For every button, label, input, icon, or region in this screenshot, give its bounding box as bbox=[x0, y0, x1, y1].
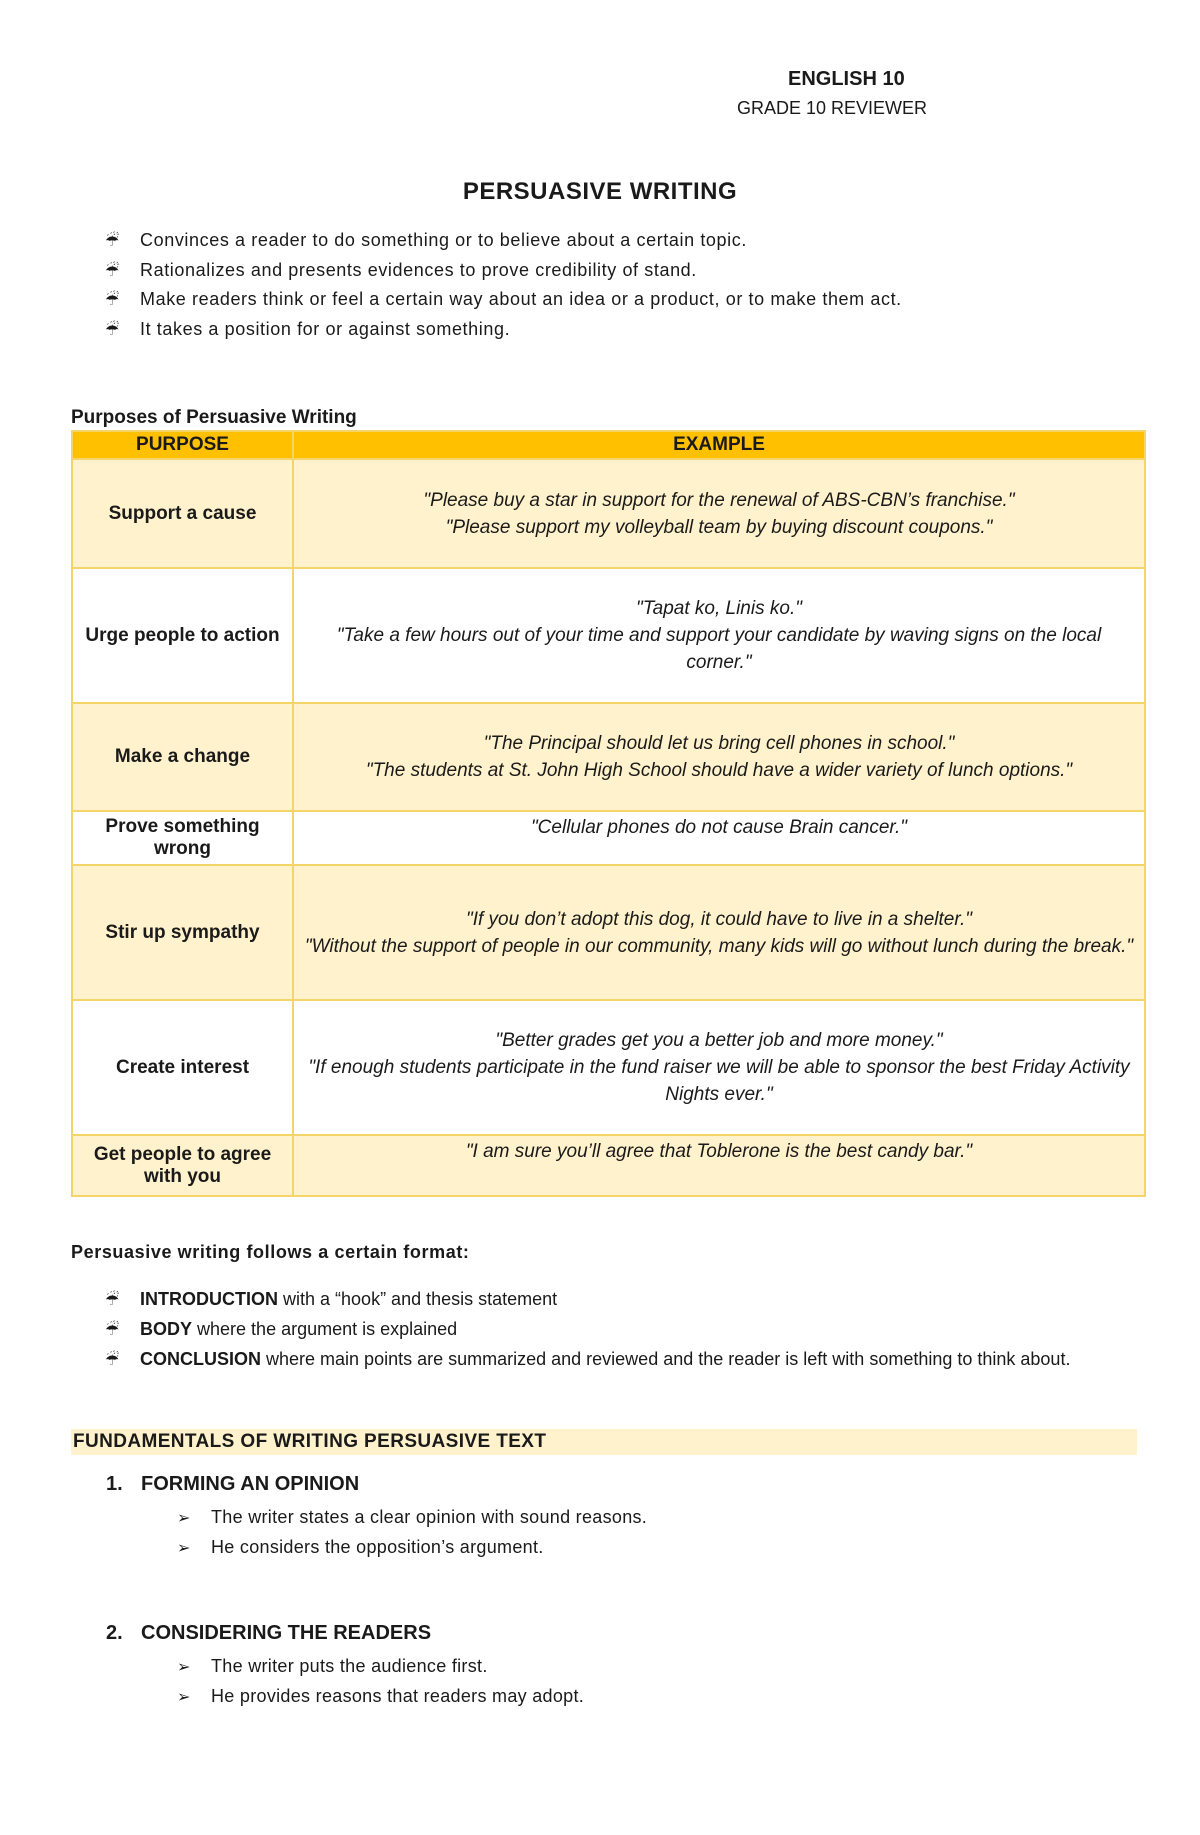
cloud-rain-icon: ☔ bbox=[105, 1322, 120, 1339]
purpose-cell: Support a cause bbox=[72, 459, 293, 568]
table-row bbox=[72, 568, 1145, 703]
format-desc: with a “hook” and thesis statement bbox=[283, 1289, 558, 1309]
table-header-row bbox=[72, 431, 1145, 459]
section-heading: 1. FORMING AN OPINION bbox=[106, 1473, 360, 1495]
purpose-cell: Stir up sympathy bbox=[72, 865, 293, 1000]
cloud-rain-icon: ☔ bbox=[105, 292, 120, 309]
table-row bbox=[72, 1135, 1145, 1196]
subject-header: ENGLISH 10 bbox=[788, 68, 905, 90]
example-text: "The Principal should let us bring cell phones in school." bbox=[483, 733, 955, 754]
format-term: BODY bbox=[140, 1319, 193, 1339]
table-row bbox=[72, 811, 1145, 865]
example-text: "Better grades get you a better job and more money." bbox=[495, 1030, 943, 1051]
cloud-rain-icon: ☔ bbox=[105, 262, 120, 280]
arrow-right-icon: ➢ bbox=[177, 1540, 191, 1557]
example-text: "The students at St. John High School should have a wider variety of lunch options." bbox=[365, 760, 1073, 781]
example-text: "Please buy a star in support for the renewal of ABS-CBN’s franchise." bbox=[423, 489, 1015, 511]
example-text: "Take a few hours out of your time and support your candidate by waving signs on the local corner." bbox=[336, 625, 1102, 673]
purpose-cell: Prove something wrong bbox=[72, 811, 293, 865]
list-item: ☔ It takes a position for or against something. bbox=[105, 317, 902, 347]
format-list bbox=[105, 1287, 1070, 1377]
format-desc: where the argument is explained bbox=[197, 1319, 458, 1339]
list-item: ☔ Make readers think or feel a certain way about an idea or a product, or to make them act. bbox=[105, 287, 902, 317]
list-item: ☔ Rationalizes and presents evidences to prove credibility of stand. bbox=[105, 258, 902, 288]
purpose-cell: Create interest bbox=[72, 1000, 293, 1135]
fundamentals-heading: FUNDAMENTALS OF WRITING PERSUASIVE TEXT bbox=[71, 1429, 1137, 1455]
format-desc: where main points are summarized and reviewed and the reader is left with something to think about. bbox=[266, 1349, 1071, 1369]
arrow-right-icon: ➢ bbox=[177, 1659, 191, 1676]
list-item: ☔ Convinces a reader to do something or to believe about a certain topic. bbox=[105, 228, 902, 258]
section-points bbox=[177, 1654, 584, 1714]
example-cell bbox=[293, 865, 1145, 1000]
cloud-rain-icon: ☔ bbox=[105, 233, 120, 250]
example-column-header: EXAMPLE bbox=[293, 431, 1145, 459]
example-cell bbox=[293, 1135, 1145, 1196]
example-text: "I am sure you’ll agree that Toblerone is the best candy bar." bbox=[465, 1141, 973, 1162]
table-row bbox=[72, 459, 1145, 568]
arrow-right-icon: ➢ bbox=[177, 1689, 191, 1706]
list-item: ➢ The writer puts the audience first. bbox=[177, 1654, 584, 1684]
intro-bullet-list bbox=[105, 228, 902, 346]
subtitle-header: GRADE 10 REVIEWER bbox=[737, 98, 928, 118]
example-cell bbox=[293, 811, 1145, 865]
list-item bbox=[105, 1347, 1070, 1377]
example-cell bbox=[293, 459, 1145, 568]
example-cell bbox=[293, 1000, 1145, 1135]
purposes-label: Purposes of Persuasive Writing bbox=[71, 407, 357, 428]
purpose-cell: Urge people to action bbox=[72, 568, 293, 703]
example-text: "If enough students participate in the fund raiser we will be able to sponsor the best Friday Activity Nights ever." bbox=[308, 1057, 1130, 1105]
example-text: "Please support my volleyball team by buying discount coupons." bbox=[445, 516, 993, 538]
list-item: ➢ He provides reasons that readers may adopt. bbox=[177, 1684, 584, 1714]
cloud-rain-icon: ☔ bbox=[105, 321, 120, 339]
example-text: "If you don’t adopt this dog, it could have to live in a shelter." bbox=[465, 908, 973, 930]
list-item: ➢ He considers the opposition’s argument. bbox=[177, 1535, 647, 1565]
list-item bbox=[105, 1317, 1070, 1347]
cloud-rain-icon: ☔ bbox=[105, 1292, 120, 1309]
purpose-column-header: PURPOSE bbox=[72, 431, 293, 459]
format-label: Persuasive writing follows a certain format: bbox=[71, 1242, 470, 1262]
table-row bbox=[72, 1000, 1145, 1135]
purpose-cell: Get people to agree with you bbox=[72, 1135, 293, 1196]
page-title: PERSUASIVE WRITING bbox=[462, 178, 738, 205]
cloud-rain-icon: ☔ bbox=[105, 1352, 120, 1369]
purposes-table bbox=[71, 430, 1146, 1197]
list-item: ➢ The writer states a clear opinion with sound reasons. bbox=[177, 1505, 647, 1535]
section-points bbox=[177, 1505, 647, 1565]
example-cell bbox=[293, 703, 1145, 811]
table-row bbox=[72, 703, 1145, 811]
example-text: "Tapat ko, Linis ko." bbox=[636, 598, 802, 619]
format-term: CONCLUSION bbox=[140, 1349, 261, 1369]
example-text: "Cellular phones do not cause Brain cancer." bbox=[530, 817, 908, 838]
section-heading: 2. CONSIDERING THE READERS bbox=[106, 1622, 432, 1644]
list-item bbox=[105, 1287, 1070, 1317]
example-cell bbox=[293, 568, 1145, 703]
example-text: "Without the support of people in our community, many kids will go without lunch during the break." bbox=[304, 935, 1134, 957]
arrow-right-icon: ➢ bbox=[177, 1510, 191, 1527]
format-term: INTRODUCTION bbox=[140, 1289, 278, 1309]
purpose-cell: Make a change bbox=[72, 703, 293, 811]
table-row bbox=[72, 865, 1145, 1000]
